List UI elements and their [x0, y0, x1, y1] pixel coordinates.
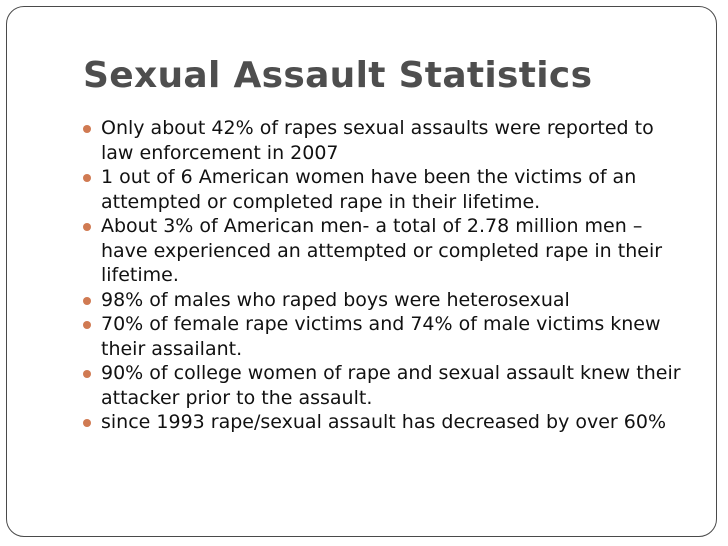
bullet-dot-icon [83, 419, 91, 427]
bullet-dot-icon [83, 321, 91, 329]
slide-title: Sexual Assault Statistics [83, 55, 593, 96]
bullet-item [83, 288, 683, 313]
bullet-dot-icon [83, 370, 91, 378]
bullet-item [83, 410, 683, 435]
bullet-dot-icon [83, 297, 91, 305]
bullet-text: 90% of college women of rape and sexual assault knew their attacker prior to the assault. [101, 362, 681, 409]
bullet-dot-icon [83, 174, 91, 182]
bullet-text: 98% of males who raped boys were heterosexual [101, 288, 570, 311]
bullet-item [83, 165, 683, 214]
bullet-text: Only about 42% of rapes sexual assaults were reported to law enforcement in 2007 [101, 117, 654, 164]
bullet-text: 70% of female rape victims and 74% of male victims knew their assailant. [101, 313, 661, 360]
bullet-text: 1 out of 6 American women have been the victims of an attempted or completed rape in their lifetime. [101, 166, 637, 213]
bullet-dot-icon [83, 223, 91, 231]
bullet-text: About 3% of American men- a total of 2.78 million men – have experienced an attempted or completed rape in their lifetime. [101, 215, 663, 286]
bullet-text: since 1993 rape/sexual assault has decreased by over 60% [101, 411, 667, 433]
bullet-list [83, 116, 683, 435]
bullet-item [83, 214, 683, 288]
bullet-dot-icon [83, 125, 91, 133]
bullet-item [83, 312, 683, 361]
bullet-item [83, 116, 683, 165]
bullet-item [83, 361, 683, 410]
